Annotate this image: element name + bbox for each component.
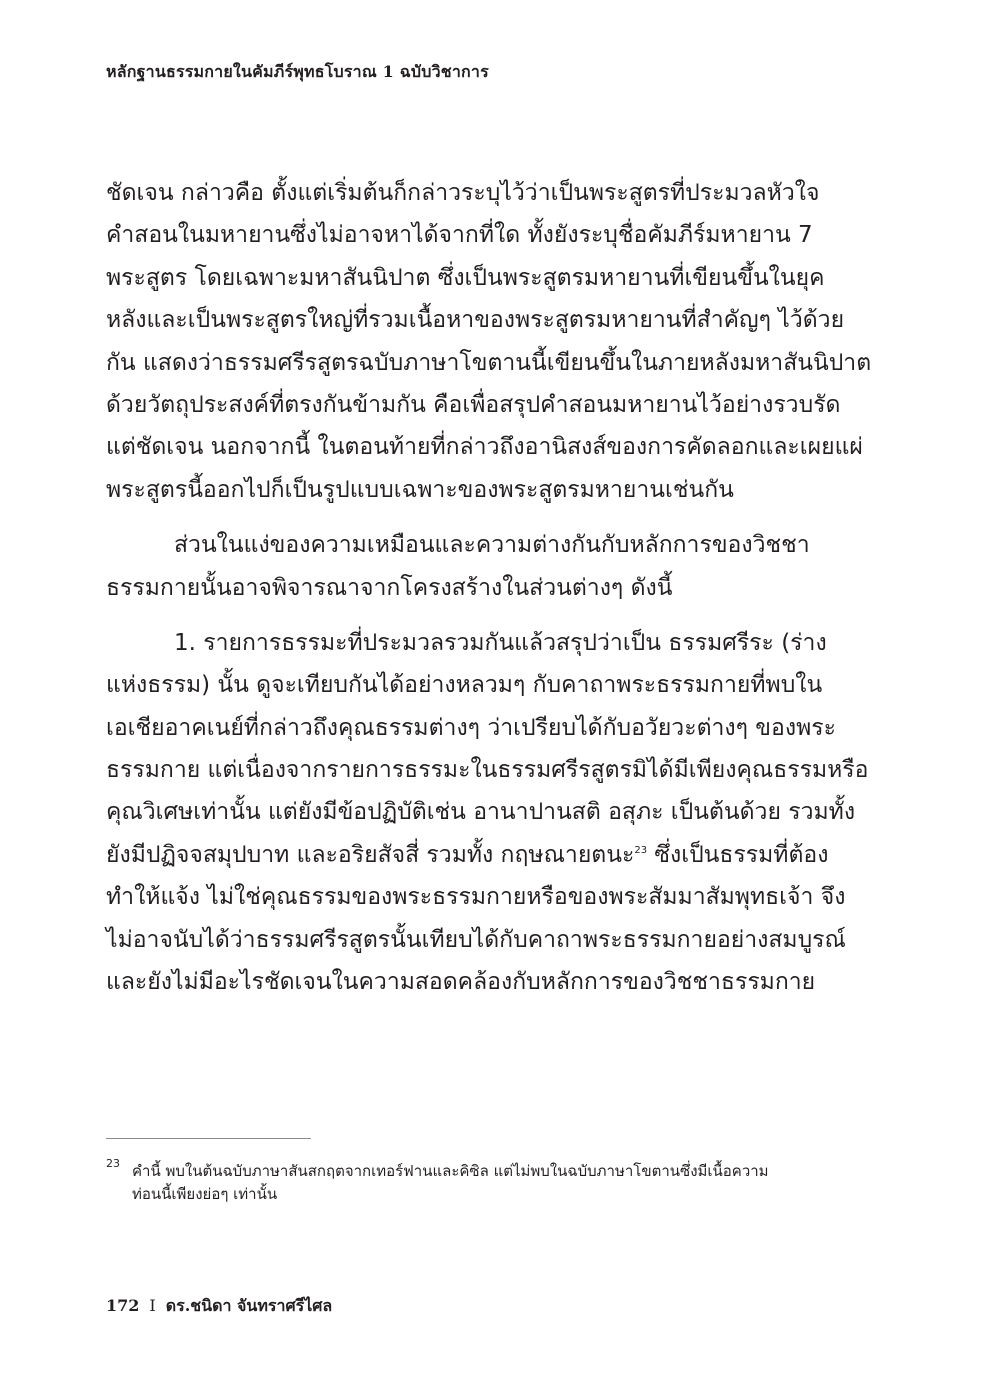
text-segment: ยังมีปฏิจจสมุปบาท และอริยสัจสี่ รวมทั้ง กฤษณายตนะ [106, 841, 635, 868]
text-line: ไม่อาจนับได้ว่าธรรมศรีรสูตรนั้นเทียบได้กับคาถาพระธรรมกายอย่างสมบูรณ์ [106, 926, 846, 953]
text-line: แต่ชัดเจน นอกจากนี้ ในตอนท้ายที่กล่าวถึงอานิสงส์ของการคัดลอกและเผยแผ่ [106, 434, 863, 461]
text-line: ธรรมกาย แต่เนื่องจากรายการธรรมะในธรรมศรีรสูตรมิได้มีเพียงคุณธรรมหรือ [106, 757, 869, 784]
text-line: ส่วนในแง่ของความเหมือนและความต่างกันกับหลักการของวิชชา [174, 532, 810, 559]
text-line: ชัดเจน กล่าวคือ ตั้งแต่เริ่มต้นก็กล่าวระบุไว้ว่าเป็นพระสูตรที่ประมวลหัวใจ [106, 180, 820, 206]
text-line: พระสูตรนี้ออกไปก็เป็นรูปแบบเฉพาะของพระสูตรมหายานเช่นกัน [106, 476, 734, 503]
footnote [106, 1157, 866, 1206]
page-number: 172 [106, 1296, 140, 1315]
footnote-divider [106, 1138, 311, 1139]
footer-separator: I [149, 1296, 156, 1315]
text-line: พระสูตร โดยเฉพาะมหาสันนิปาต ซึ่งเป็นพระสูตรมหายานที่เขียนขึ้นในยุค [106, 264, 825, 291]
paragraph [106, 524, 862, 609]
text-line: และยังไม่มีอะไรชัดเจนในความสอดคล้องกับหลักการของวิชชาธรรมกาย [106, 969, 816, 996]
footnote-line: คำนี้ พบในต้นฉบับภาษาสันสกฤตจากเทอร์ฟานและคิซิล แต่ไม่พบในฉบับภาษาโขตานซึ่งมีเนื้อความ [132, 1162, 769, 1180]
footnote-reference[interactable]: 23 [634, 844, 648, 856]
text-segment: ซึ่งเป็นธรรมที่ต้อง [647, 841, 829, 868]
text-line: ทำให้แจ้ง ไม่ใช่คุณธรรมของพระธรรมกายหรือของพระสัมมาสัมพุทธเจ้า จึง [106, 884, 846, 911]
text-line: คำสอนในมหายานซึ่งไม่อาจหาได้จากที่ใด ทั้งยังระบุชื่อคัมภีร์มหายาน 7 [106, 222, 813, 249]
paragraph [106, 622, 869, 1004]
text-line: เอเชียอาคเนย์ที่กล่าวถึงคุณธรรมต่างๆ ว่าเปรียบได้กับอวัยวะต่างๆ ของพระ [106, 714, 836, 741]
body-text [106, 172, 872, 1003]
text-line: แห่งธรรม) นั้น ดูจะเทียบกันได้อย่างหลวมๆ กับคาถาพระธรรมกายที่พบใน [106, 672, 823, 699]
text-line: ธรรมกายนั้นอาจพิจารณาจากโครงสร้างในส่วนต่างๆ ดังนี้ [106, 574, 673, 601]
footnote-number: 23 [106, 1157, 120, 1170]
text-line: หลังและเป็นพระสูตรใหญ่ที่รวมเนื้อหาของพระสูตรมหายานที่สำคัญๆ ไว้ด้วย [106, 307, 845, 334]
text-line: คุณวิเศษเท่านั้น แต่ยังมีข้อปฏิบัติเช่น อานาปานสติ อสุภะ เป็นต้นด้วย รวมทั้ง [106, 799, 856, 826]
running-header-title: หลักฐานธรรมกายในคัมภีร์พุทธโบราณ 1 ฉบับวิชาการ [106, 62, 489, 81]
text-line: กัน แสดงว่าธรรมศรีรสูตรฉบับภาษาโขตานนี้เขียนขึ้นในภายหลังมหาสันนิปาต [106, 349, 872, 376]
text-line: 1. รายการธรรมะที่ประมวลรวมกันแล้วสรุปว่าเป็น ธรรมศรีระ (ร่าง [174, 629, 827, 656]
text-line: ด้วยวัตถุประสงค์ที่ตรงกันข้ามกัน คือเพื่อสรุปคำสอนมหายานไว้อย่างรวบรัด [106, 391, 841, 418]
footnote-line: ท่อนนี้เพียงย่อๆ เท่านั้น [132, 1185, 278, 1203]
author-name: ดร.ชนิดา จันทราศรีไศล [165, 1296, 333, 1315]
paragraph [106, 172, 872, 511]
page-footer [106, 1294, 332, 1319]
text-line [106, 834, 862, 876]
